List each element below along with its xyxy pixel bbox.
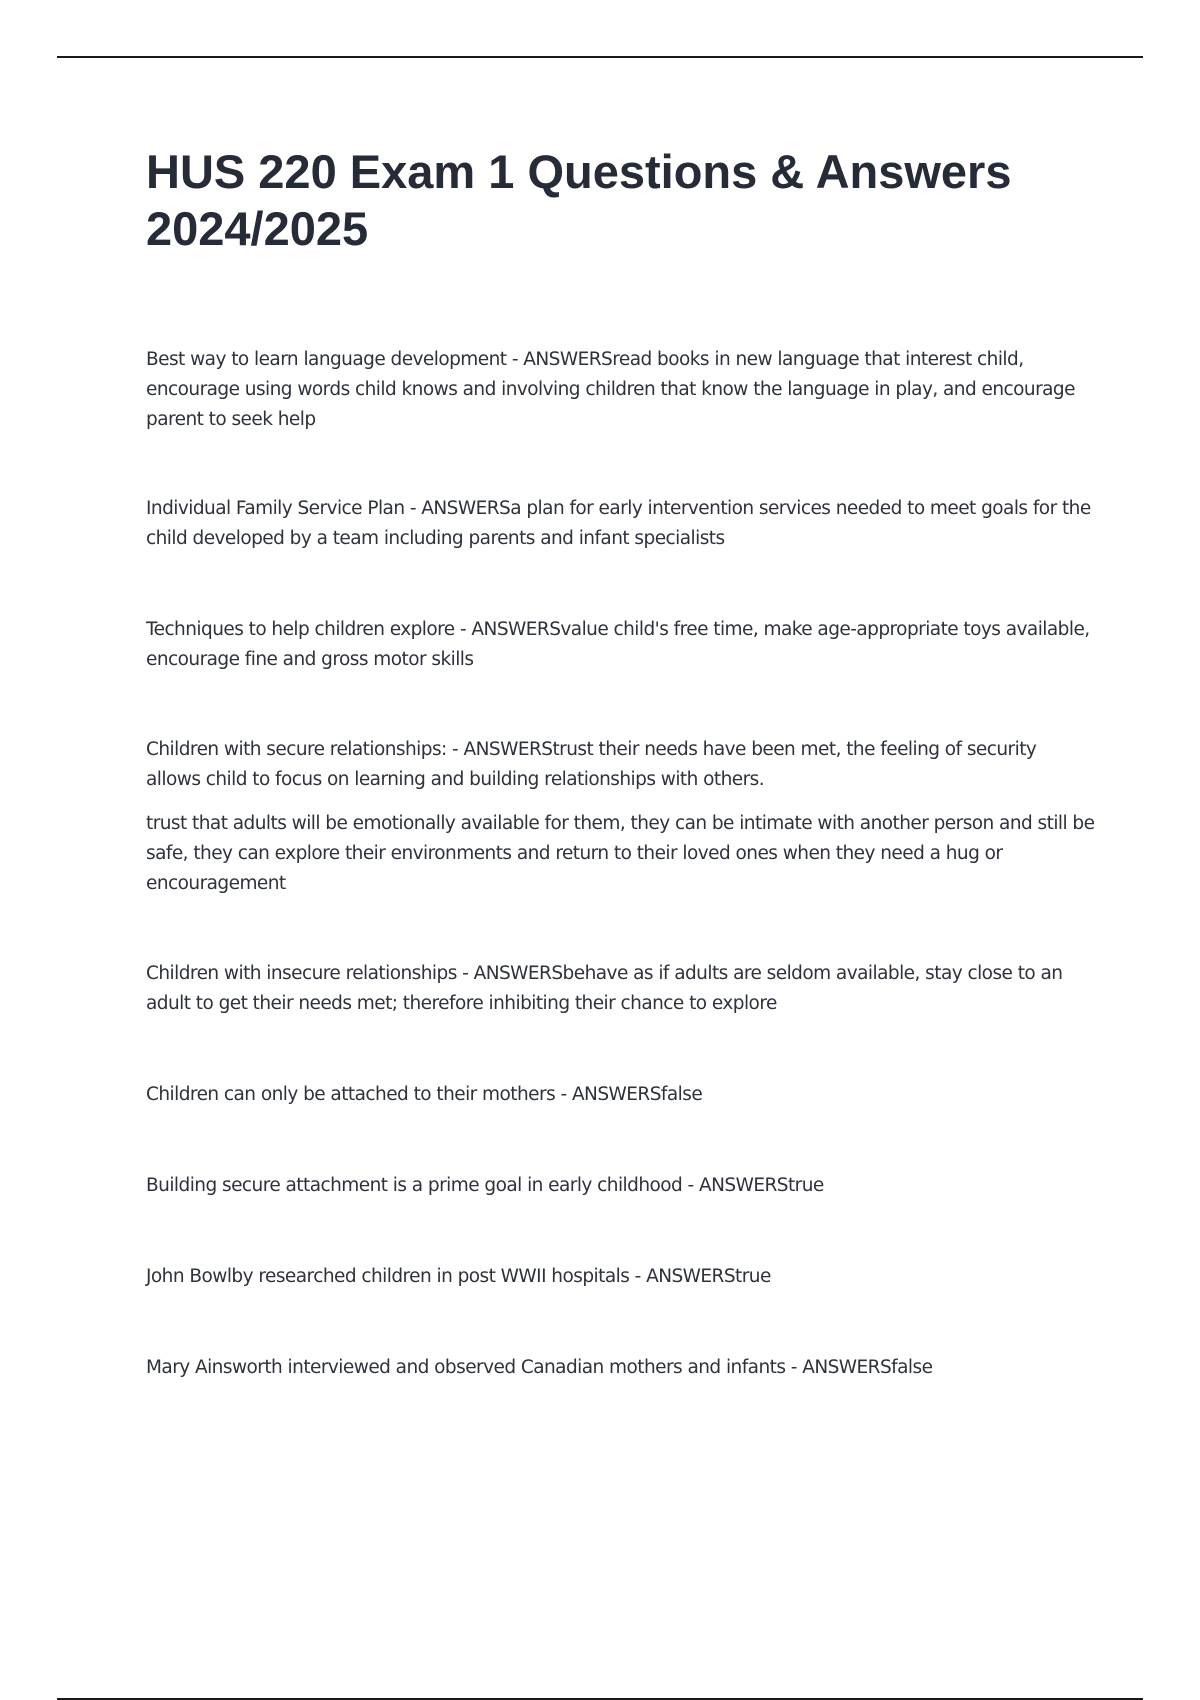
qa-text: Mary Ainsworth interviewed and observed Canadian mothers and infants - ANSWERSfalse	[146, 1357, 933, 1378]
qa-item-secure-attachment-goal	[146, 1171, 1096, 1201]
qa-item-attached-mothers	[146, 1080, 1096, 1110]
top-divider	[57, 56, 1143, 58]
qa-text: Children can only be attached to their mothers - ANSWERSfalse	[146, 1084, 703, 1105]
qa-item-ainsworth	[146, 1353, 1096, 1383]
qa-item-secure-relationships	[146, 735, 1096, 899]
qa-text: Best way to learn language development - ANSWERSread books in new language that interest child, encourage using words child knows and involving children that know the language in play, and encourage parent to seek help	[146, 349, 1075, 430]
page-title: HUS 220 Exam 1 Questions & Answers 2024/2025	[146, 145, 1012, 255]
qa-item-family-service-plan	[146, 494, 1096, 554]
qa-text: Building secure attachment is a prime goal in early childhood - ANSWERStrue	[146, 1175, 824, 1196]
qa-text: John Bowlby researched children in post WWII hospitals - ANSWERStrue	[146, 1266, 771, 1287]
qa-text: Children with insecure relationships - ANSWERSbehave as if adults are seldom available, stay close to an adult to get their needs met; therefore inhibiting their chance to explore	[146, 963, 1063, 1014]
qa-text: Individual Family Service Plan - ANSWERSa plan for early intervention services needed to meet goals for the child developed by a team including parents and infant specialists	[146, 498, 1091, 549]
qa-item-insecure-relationships	[146, 959, 1096, 1019]
qa-item-language-development	[146, 345, 1096, 435]
qa-item-bowlby	[146, 1262, 1096, 1292]
qa-item-explore-techniques	[146, 615, 1096, 675]
qa-extra-text: trust that adults will be emotionally available for them, they can be intimate with another person and still be safe, they can explore their environments and return to their loved ones when they need a hug or encouragement	[146, 813, 1095, 894]
qa-text: Children with secure relationships: - ANSWERStrust their needs have been met, the feeling of security allows child to focus on learning and building relationships with others.	[146, 739, 1037, 790]
qa-text: Techniques to help children explore - ANSWERSvalue child's free time, make age-appropriate toys available, encourage fine and gross motor skills	[146, 619, 1090, 670]
